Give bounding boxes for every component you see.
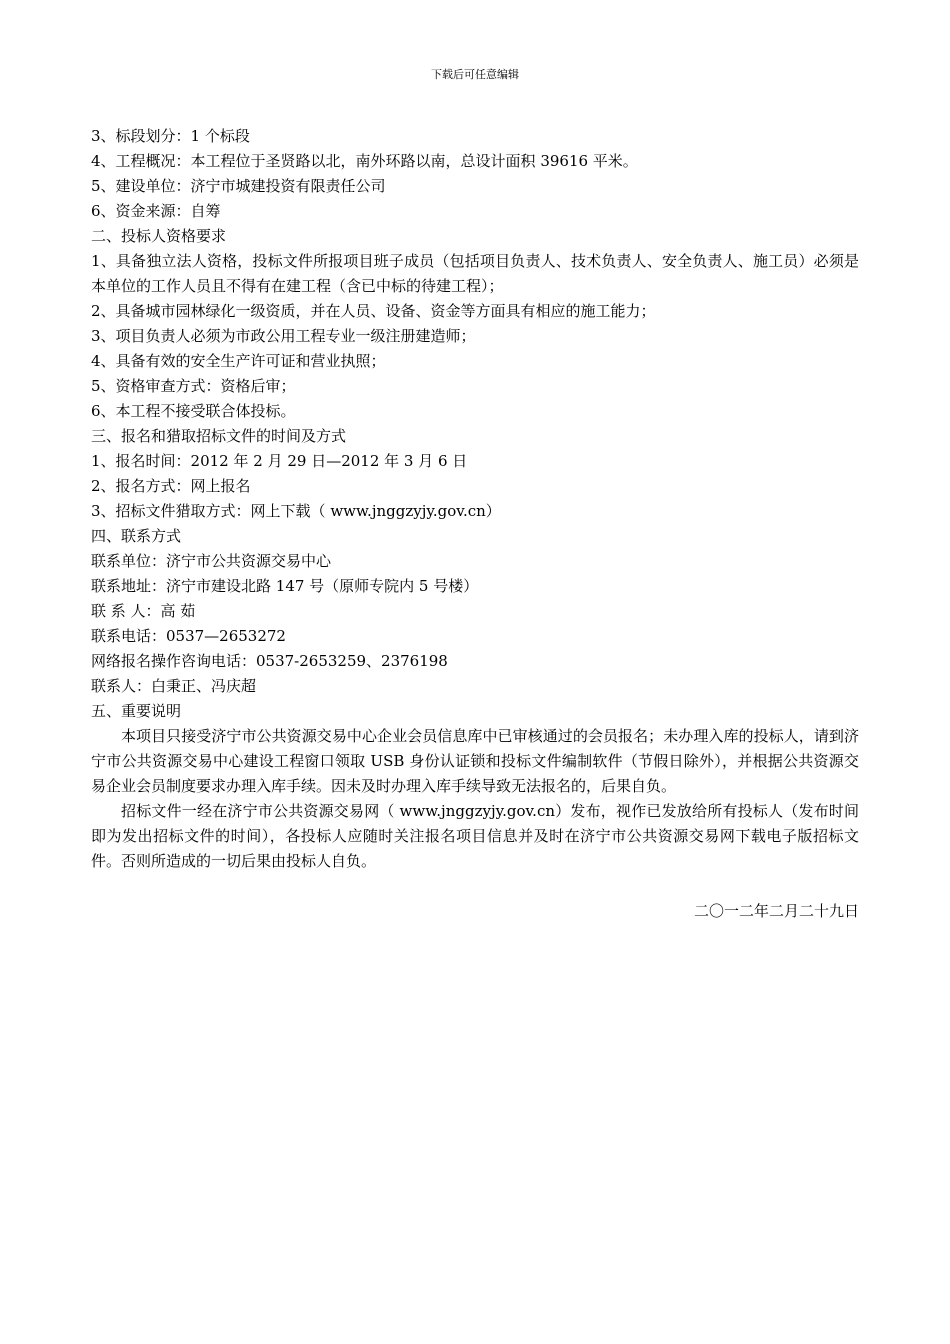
section-heading: 四、联系方式 (91, 527, 182, 545)
section-line: 3、项目负责人必须为市政公用工程专业一级注册建造师； (91, 327, 476, 345)
section-line: 1、报名时间：2012 年 2 月 29 日—2012 年 3 月 6 日 (91, 452, 468, 470)
section-line: 2、具备城市园林绿化一级资质，并在人员、设备、资金等方面具有相应的施工能力； (91, 302, 656, 320)
contact-line: 联系地址：济宁市建设北路 147 号（原师专院内 5 号楼） (91, 577, 479, 595)
section-heading: 五、重要说明 (91, 702, 182, 720)
section-line: 5、资格审查方式：资格后审； (91, 377, 296, 395)
contact-line: 联 系 人：高 茹 (91, 602, 196, 620)
section-line: 3、标段划分：1 个标段 (91, 127, 250, 145)
section-line: 4、具备有效的安全生产许可证和营业执照； (91, 352, 386, 370)
qualification-item: 1、具备独立法人资格，投标文件所报项目班子成员（包括项目负责人、技术负责人、安全负责人、施工员）必须是本单位的工作人员且不得有在建工程（含已中标的待建工程）； (91, 252, 859, 295)
section-line: 6、本工程不接受联合体投标。 (91, 402, 296, 420)
contact-line: 联系人：白秉正、冯庆超 (91, 677, 257, 695)
document-date: 二〇一二年二月二十九日 (693, 902, 859, 920)
section-line: 4、工程概况：本工程位于圣贤路以北，南外环路以南，总设计面积 39616 平米。 (91, 152, 638, 170)
section-line: 2、报名方式：网上报名 (91, 477, 251, 495)
contact-line: 联系单位：济宁市公共资源交易中心 (91, 552, 332, 570)
contact-line: 联系电话：0537—2653272 (91, 627, 286, 645)
section-heading: 二、投标人资格要求 (91, 227, 227, 245)
document-body (91, 124, 859, 924)
contact-line: 网络报名操作咨询电话：0537-2653259、2376198 (91, 652, 448, 670)
important-paragraph: 本项目只接受济宁市公共资源交易中心企业会员信息库中已审核通过的会员报名；未办理入库的投标人，请到济宁市公共资源交易中心建设工程窗口领取 USB 身份认证锁和投标文件编制软件（节假日除外），并根据公共资源交易企业会员制度要求办理入库手续。因未及时办理入库手续导致无法报名的，后果自负。 (91, 727, 859, 795)
section-line: 5、建设单位：济宁市城建投资有限责任公司 (91, 177, 386, 195)
section-line: 6、资金来源：自筹 (91, 202, 221, 220)
important-paragraph: 招标文件一经在济宁市公共资源交易网（ www.jnggzyjy.gov.cn）发布，视作已发放给所有投标人（发布时间即为发出招标文件的时间），各投标人应随时关注报名项目信息并及时在济宁市公共资源交易网下载电子版招标文件。否则所造成的一切后果由投标人自负。 (91, 802, 859, 870)
section-line: 3、招标文件猎取方式：网上下载（ www.jnggzyjy.gov.cn） (91, 502, 501, 520)
header-note: 下载后可任意编辑 (431, 68, 519, 81)
section-heading: 三、报名和猎取招标文件的时间及方式 (91, 427, 347, 445)
